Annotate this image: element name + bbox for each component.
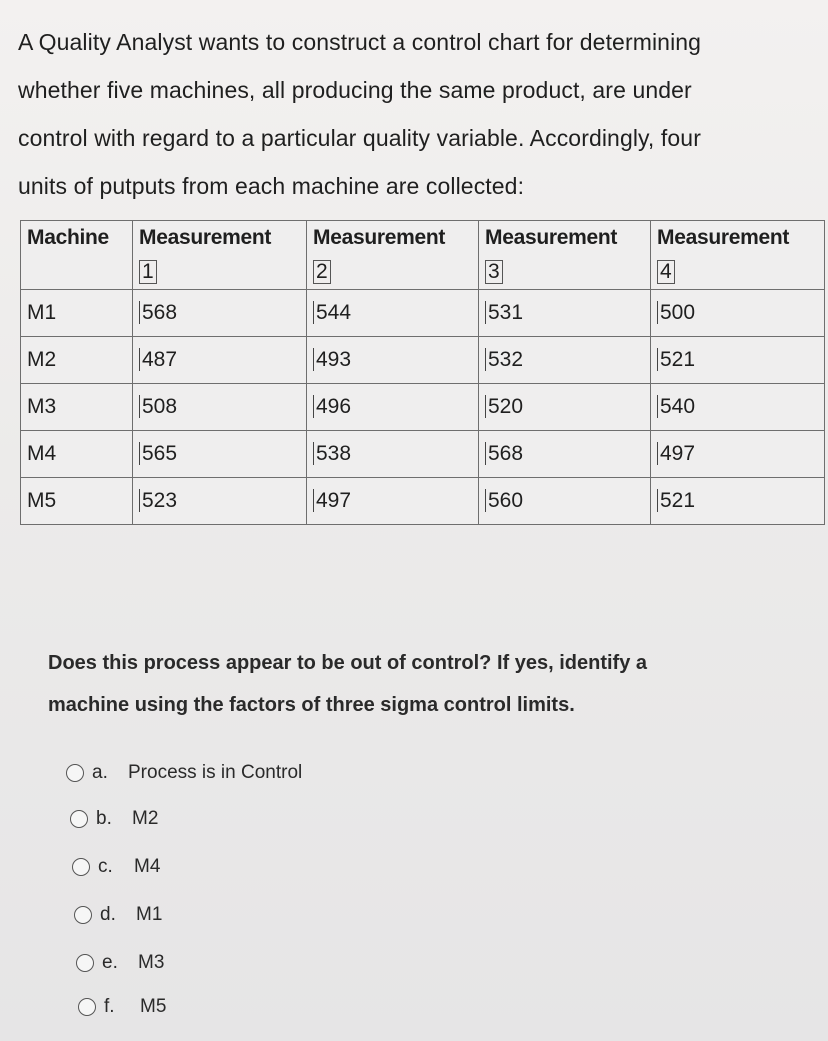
subheader-2 <box>307 255 479 290</box>
cell-value: 487 <box>139 348 177 371</box>
value-cell <box>479 384 651 431</box>
option-label: Process is in Control <box>128 762 303 783</box>
header-measurement-3: Measurement <box>479 221 651 256</box>
option-c[interactable] <box>72 856 160 878</box>
intro-line: whether five machines, all producing the same product, are under <box>18 77 692 103</box>
value-cell <box>307 431 479 478</box>
radio-button[interactable] <box>76 954 94 972</box>
subheader-empty <box>21 255 133 290</box>
intro-line: units of putputs from each machine are collected: <box>18 173 525 199</box>
machine-cell: M2 <box>21 337 133 384</box>
value-cell <box>307 478 479 525</box>
table-row <box>21 290 825 337</box>
header-measurement-2: Measurement <box>307 221 479 256</box>
table-row <box>21 431 825 478</box>
option-letter: c. <box>98 856 113 877</box>
value-cell <box>133 384 307 431</box>
cell-value: 568 <box>139 301 177 324</box>
option-f[interactable] <box>78 996 166 1018</box>
header-machine: Machine <box>21 221 133 256</box>
cell-value: 508 <box>139 395 177 418</box>
value-cell <box>133 431 307 478</box>
value-cell <box>479 478 651 525</box>
question-prompt <box>48 642 818 726</box>
subheader-number: 2 <box>313 260 331 284</box>
option-b[interactable] <box>70 808 158 830</box>
option-label: M2 <box>132 808 159 829</box>
option-label: M1 <box>136 904 163 925</box>
option-label: M4 <box>134 856 161 877</box>
header-measurement-1: Measurement <box>133 221 307 256</box>
table-row <box>21 337 825 384</box>
cell-value: 521 <box>657 489 695 512</box>
value-cell <box>651 384 825 431</box>
question-intro <box>18 18 818 210</box>
value-cell <box>133 478 307 525</box>
machine-cell: M4 <box>21 431 133 478</box>
subheader-number: 3 <box>485 260 503 284</box>
question-line: machine using the factors of three sigma control limits. <box>48 694 575 716</box>
table-row <box>21 478 825 525</box>
cell-value: 497 <box>657 442 695 465</box>
cell-value: 565 <box>139 442 177 465</box>
subheader-4 <box>651 255 825 290</box>
value-cell <box>651 290 825 337</box>
cell-value: 538 <box>313 442 351 465</box>
option-label: M3 <box>138 952 165 973</box>
radio-button[interactable] <box>74 906 92 924</box>
cell-value: 531 <box>485 301 523 324</box>
measurement-table-container <box>20 220 824 525</box>
option-letter: b. <box>96 808 112 829</box>
cell-value: 523 <box>139 489 177 512</box>
measurement-table <box>20 220 825 525</box>
value-cell <box>133 337 307 384</box>
table-row <box>21 384 825 431</box>
value-cell <box>307 290 479 337</box>
machine-cell: M1 <box>21 290 133 337</box>
subheader-3 <box>479 255 651 290</box>
option-d[interactable] <box>74 904 162 926</box>
intro-line: control with regard to a particular quality variable. Accordingly, four <box>18 125 701 151</box>
cell-value: 568 <box>485 442 523 465</box>
option-e[interactable] <box>76 952 164 974</box>
value-cell <box>479 431 651 478</box>
value-cell <box>307 337 479 384</box>
cell-value: 532 <box>485 348 523 371</box>
cell-value: 560 <box>485 489 523 512</box>
subheader-number: 1 <box>139 260 157 284</box>
radio-button[interactable] <box>78 998 96 1016</box>
radio-button[interactable] <box>66 764 84 782</box>
option-a[interactable] <box>66 762 302 784</box>
question-line: Does this process appear to be out of control? If yes, identify a <box>48 652 647 674</box>
option-letter: f. <box>104 996 115 1017</box>
value-cell <box>307 384 479 431</box>
cell-value: 544 <box>313 301 351 324</box>
intro-line: A Quality Analyst wants to construct a control chart for determining <box>18 29 702 55</box>
value-cell <box>133 290 307 337</box>
option-label: M5 <box>140 996 167 1017</box>
header-measurement-4: Measurement <box>651 221 825 256</box>
value-cell <box>651 337 825 384</box>
option-letter: e. <box>102 952 118 973</box>
value-cell <box>651 478 825 525</box>
radio-button[interactable] <box>72 858 90 876</box>
cell-value: 497 <box>313 489 351 512</box>
value-cell <box>479 337 651 384</box>
subheader-number: 4 <box>657 260 675 284</box>
option-letter: d. <box>100 904 116 925</box>
value-cell <box>651 431 825 478</box>
cell-value: 496 <box>313 395 351 418</box>
cell-value: 493 <box>313 348 351 371</box>
cell-value: 520 <box>485 395 523 418</box>
cell-value: 540 <box>657 395 695 418</box>
table-header-row <box>21 221 825 256</box>
subheader-1 <box>133 255 307 290</box>
cell-value: 521 <box>657 348 695 371</box>
option-letter: a. <box>92 762 108 783</box>
cell-value: 500 <box>657 301 695 324</box>
value-cell <box>479 290 651 337</box>
table-subheader-row <box>21 255 825 290</box>
machine-cell: M5 <box>21 478 133 525</box>
machine-cell: M3 <box>21 384 133 431</box>
radio-button[interactable] <box>70 810 88 828</box>
